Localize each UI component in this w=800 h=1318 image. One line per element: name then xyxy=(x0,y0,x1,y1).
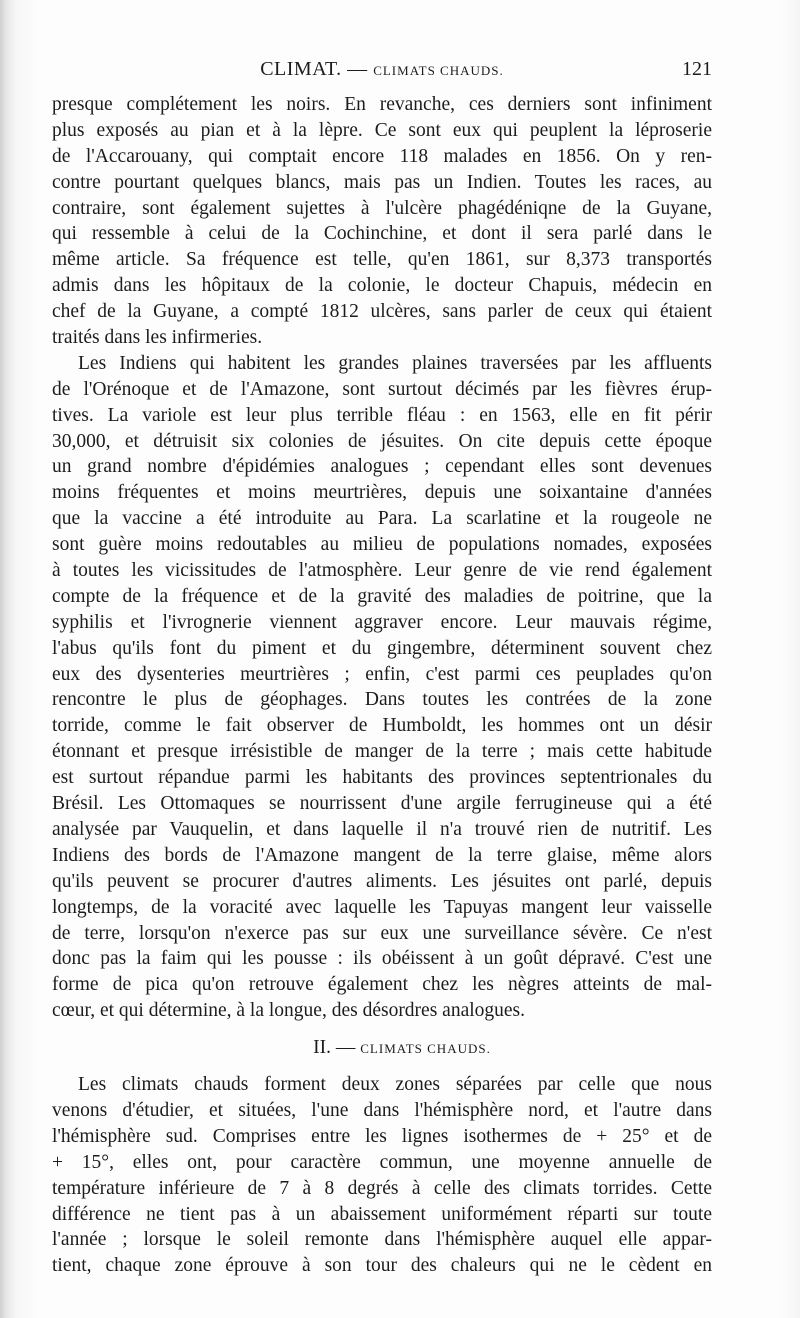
text-line: analysée par Vauquelin, et dans laquelle il n'a trouvé rien de nutritif. Les xyxy=(52,818,712,840)
text-line: traités dans les infirmeries. xyxy=(52,327,263,349)
text-line: qu'ils peuvent se procurer d'autres aliments. Les jésuites ont parlé, depuis xyxy=(52,870,712,892)
text-line: longtemps, de la voracité avec laquelle les Tapuyas mangent leur vaisselle xyxy=(52,896,712,918)
text-line: étonnant et presque irrésistible de manger de la terre ; mais cette habitude xyxy=(52,741,712,763)
text-line: compte de la fréquence et de la gravité des maladies de poitrine, que la xyxy=(52,585,712,607)
paragraph-2 xyxy=(52,351,712,1024)
text-line: à toutes les vicissitudes de l'atmosphère. Leur genre de vie rend également xyxy=(52,560,712,582)
text-line: température inférieure de 7 à 8 degrés à celle des climats torrides. Cette xyxy=(52,1177,712,1199)
text-line: l'hémisphère sud. Comprises entre les lignes isothermes de + 25° et de xyxy=(52,1125,712,1147)
text-line: cœur, et qui détermine, à la longue, des désordres analogues. xyxy=(52,1000,526,1022)
section-heading xyxy=(52,1024,712,1072)
paragraph-3 xyxy=(52,1072,712,1279)
running-head-title xyxy=(52,58,712,81)
text-line: de l'Accarouany, qui comptait encore 118 malades en 1856. On y ren- xyxy=(52,145,712,167)
text-line: Les climats chauds forment deux zones séparées par celle que nous xyxy=(78,1074,712,1096)
text-line: de terre, lorsqu'on n'exerce pas sur eux une surveillance sévère. Ce n'est xyxy=(52,922,712,944)
text-line: eux des dysenteries meurtrières ; enfin, c'est parmi ces peuplades qu'on xyxy=(52,663,712,685)
text-line: différence ne tient pas à un abaissement uniformément réparti sur toute xyxy=(52,1203,712,1225)
text-line: Brésil. Les Ottomaques se nourrissent d'une argile ferrugineuse qui a été xyxy=(52,793,712,815)
text-line: rencontre le plus de géophages. Dans toutes les contrées de la zone xyxy=(52,689,712,711)
page-number: 121 xyxy=(682,58,712,80)
text-line: sont guère moins redoutables au milieu de populations nomades, exposées xyxy=(52,534,712,556)
text-line: admis dans les hôpitaux de la colonie, le docteur Chapuis, médecin en xyxy=(52,275,712,297)
section-number: II. — xyxy=(313,1037,356,1059)
text-line: Indiens des bords de l'Amazone mangent de la terre glaise, même alors xyxy=(52,844,712,866)
text-line: contre pourtant quelques blancs, mais pas un Indien. Toutes les races, au xyxy=(52,171,712,193)
text-line: moins fréquentes et moins meurtrières, depuis une soixantaine d'années xyxy=(52,482,712,504)
text-line: de l'Orénoque et de l'Amazone, sont surtout décimés par les fièvres érup- xyxy=(52,378,712,400)
text-line: est surtout répandue parmi les habitants des provinces septentrionales du xyxy=(52,767,712,789)
text-line: torride, comme le fait observer de Humboldt, les hommes ont un désir xyxy=(52,715,712,737)
text-line: l'abus qu'ils font du piment et du gingembre, déterminent souvent chez xyxy=(52,637,712,659)
text-line: que la vaccine a été introduite au Para. La scarlatine et la rougeole ne xyxy=(52,508,712,530)
text-line: donc pas la faim qui les pousse : ils obéissent à un goût dépravé. C'est une xyxy=(52,948,712,970)
text-line: + 15°, elles ont, pour caractère commun, une moyenne annuelle de xyxy=(52,1151,712,1173)
text-line: 30,000, et détruisit six colonies de jésuites. On cite depuis cette époque xyxy=(52,430,712,452)
text-line: chef de la Guyane, a compté 1812 ulcères, sans parler de ceux qui étaient xyxy=(52,301,712,323)
text-line: qui ressemble à celui de la Cochinchine, et dont il sera parlé dans le xyxy=(52,223,712,245)
running-head-subtitle: CLIMATS CHAUDS. xyxy=(373,63,504,78)
text-line: presque complétement les noirs. En revanche, ces derniers sont infiniment xyxy=(52,94,712,115)
text-line: tient, chaque zone éprouve à son tour des chaleurs qui ne le cèdent en xyxy=(52,1255,712,1277)
paragraph-1 xyxy=(52,92,712,351)
text-line: tives. La variole est leur plus terrible fléau : en 1563, elle en fit périr xyxy=(52,404,712,426)
text-line: un grand nombre d'épidémies analogues ; cependant elles sont devenues xyxy=(52,456,712,478)
text-line: forme de pica qu'on retrouve également chez les nègres atteints de mal- xyxy=(52,974,712,996)
section-title: CLIMATS CHAUDS. xyxy=(360,1041,491,1057)
text-line: l'année ; lorsque le soleil remonte dans l'hémisphère auquel elle appar- xyxy=(52,1229,712,1251)
text-line: Les Indiens qui habitent les grandes plaines traversées par les affluents xyxy=(78,352,712,374)
text-line: syphilis et l'ivrognerie viennent aggraver encore. Leur mauvais régime, xyxy=(52,611,712,633)
text-line: plus exposés au pian et à la lèpre. Ce sont eux qui peuplent la léproserie xyxy=(52,119,712,141)
body-text xyxy=(52,92,712,1279)
running-head xyxy=(52,58,712,88)
text-line: même article. Sa fréquence est telle, qu'en 1861, sur 8,373 transportés xyxy=(52,249,712,271)
running-head-chapter: CLIMAT. — xyxy=(260,58,368,80)
text-line: venons d'étudier, et situées, l'une dans l'hémisphère nord, et l'autre dans xyxy=(52,1099,712,1121)
text-line: contraire, sont également sujettes à l'ulcère phagédéniqne de la Guyane, xyxy=(52,197,712,219)
